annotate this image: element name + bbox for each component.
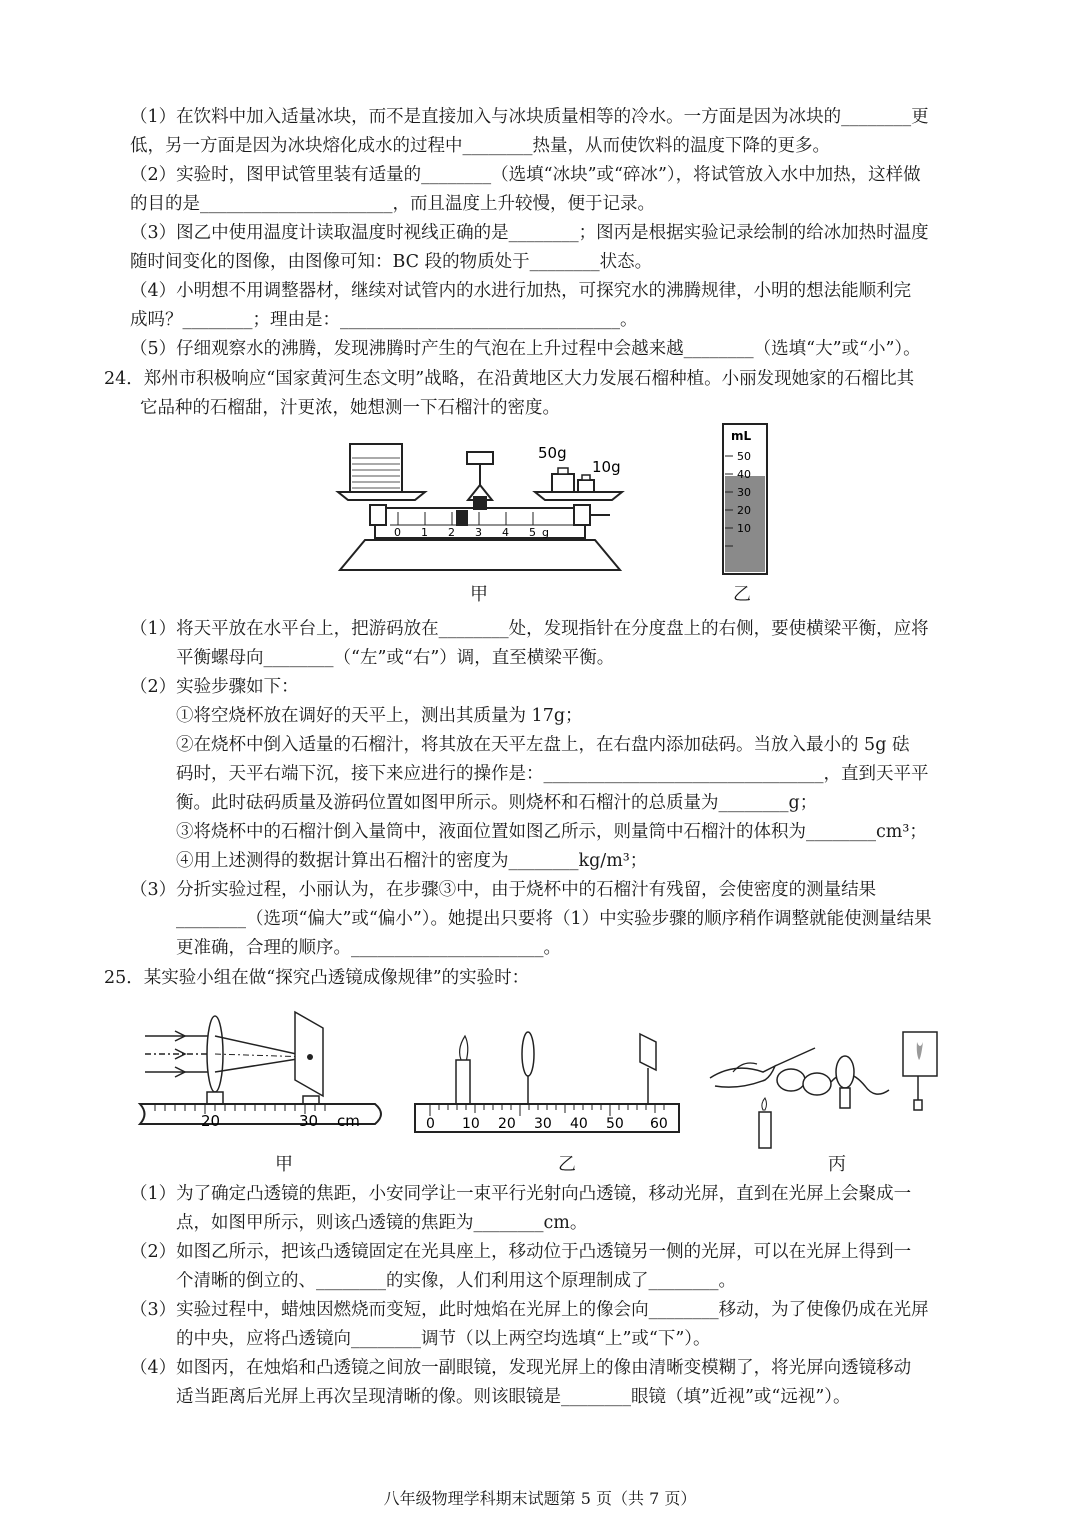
q25-p2-line2: 个清晰的倒立的、________的实像，人们利用这个原理制成了________。 [176,1271,736,1291]
q24-p3-line2: ________（选项“偏大”或“偏小”）。她提出只要将（1）中实验步骤的顺序稍作调整就能使测量结果 [176,909,932,929]
q23-p5: （5）仔细观察水的沸腾，发现沸腾时产生的气泡在上升过程中会越来越________（选填“大”或“小”）。 [130,339,921,359]
fig25-caption-jia: 甲 [275,1154,293,1175]
glasses-figure [705,1020,955,1150]
q24-p1-line2: 平衡螺母向________（“左”或“右”）调，直至横梁平衡。 [176,648,615,668]
optical-bench-figure [410,1020,685,1135]
cylinder-tick-30: 30 [737,486,751,499]
ruler-label-3: 3 [475,526,482,539]
q23-p2-line2: 的目的是______________________，而且温度上升较慢，便于记录。 [130,194,655,214]
q24-step2-line3: 衡。此时砝码质量及游码位置如图甲所示。则烧杯和石榴汁的总质量为________g； [176,793,818,813]
fig25-caption-bing: 丙 [828,1154,846,1175]
bench-tick-30: 30 [534,1116,552,1132]
q23-p1-line2: 低，另一方面是因为冰块熔化成水的过程中________热量，从而使饮料的温度下降的更多。 [130,136,830,156]
q24-step1: ①将空烧杯放在调好的天平上，测出其质量为 17g； [176,706,583,726]
q24-step2-line1: ②在烧杯中倒入适量的石榴汁，将其放在天平左盘上，在右盘内添加砝码。当放入最小的 5g 砝 [176,735,910,755]
balance-figure [330,430,630,580]
q23-p3-line2: 随时间变化的图像，由图像可知：BC 段的物质处于________状态。 [130,252,653,272]
q24-step3: ③将烧杯中的石榴汁倒入量筒中，液面位置如图乙所示，则量筒中石榴汁的体积为________cm³； [176,822,927,842]
bench-tick-60: 60 [650,1116,668,1132]
q24-p1-line1: （1）将天平放在水平台上，把游码放在________处，发现指针在分度盘上的右侧，要使横梁平衡，应将 [130,619,929,639]
q24-step4: ④用上述测得的数据计算出石榴汁的密度为________kg/m³； [176,851,648,871]
fig-caption-yi: 乙 [733,584,751,605]
q23-p1-line1: （1）在饮料中加入适量冰块，而不是直接加入与冰块质量相等的冷水。一方面是因为冰块的________更 [130,107,929,127]
cylinder-tick-40: 40 [737,468,751,481]
q25-p4-line2: 适当距离后光屏上再次呈现清晰的像。则该眼镜是________眼镜（填”近视”或“远视”）。 [176,1387,851,1407]
focal-tick-20: 20 [201,1112,221,1130]
q24-stem-line1: 24．郑州市积极响应“国家黄河生态文明”战略，在沿黄地区大力发展石榴种植。小丽发现她家的石榴比其 [104,369,915,389]
focal-unit: cm [337,1112,360,1130]
q25-p4-line1: （4）如图丙，在烛焰和凸透镜之间放一副眼镜，发现光屏上的像由清晰变模糊了，将光屏向透镜移动 [130,1358,912,1378]
cylinder-tick-50: 50 [737,450,751,463]
fig25-caption-yi: 乙 [558,1154,576,1175]
ruler-label-4: 4 [502,526,509,539]
cylinder-tick-10: 10 [737,522,751,535]
q25-stem: 25．某实验小组在做“探究凸透镜成像规律”的实验时： [104,968,530,988]
q25-p3-line2: 的中央，应将凸透镜向________调节（以上两空均选填“上”或“下”）。 [176,1329,711,1349]
bench-tick-0: 0 [426,1116,435,1132]
q24-p2-title: （2）实验步骤如下： [130,677,299,697]
ruler-label-0: 0 [394,526,401,539]
cylinder-tick-20: 20 [737,504,751,517]
focal-tick-30: 30 [299,1112,319,1130]
cylinder-unit-label: mL [731,429,752,443]
bench-tick-20: 20 [498,1116,516,1132]
weight-50g-label: 50g [538,444,567,462]
weight-10g-label: 10g [592,458,621,476]
focal-length-figure [135,1010,395,1140]
page-footer: 八年级物理学科期末试题第 5 页（共 7 页） [383,1489,697,1508]
q23-p2-line1: （2）实验时，图甲试管里装有适量的________（选填“冰块”或“碎冰”），将试管放入水中加热，这样做 [130,165,921,185]
cylinder-figure [715,418,775,578]
q24-stem-line2: 它品种的石榴甜，汁更浓，她想测一下石榴汁的密度。 [140,398,560,418]
q23-p3-line1: （3）图乙中使用温度计读取温度时视线正确的是________；图丙是根据实验记录绘制的给冰加热时温度 [130,223,929,243]
q25-p2-line1: （2）如图乙所示，把该凸透镜固定在光具座上，移动位于凸透镜另一侧的光屏，可以在光屏上得到一 [130,1242,912,1262]
bench-tick-50: 50 [606,1116,624,1132]
q24-p3-line3: 更准确，合理的顺序。______________________。 [176,938,561,958]
q25-p3-line1: （3）实验过程中，蜡烛因燃烧而变短，此时烛焰在光屏上的像会向________移动，为了使像仍成在光屏 [130,1300,929,1320]
q24-p3-line1: （3）分折实验过程，小丽认为，在步骤③中，由于烧杯中的石榴汁有残留，会使密度的测量结果 [130,880,877,900]
ruler-label-1: 1 [421,526,428,539]
q24-step2-line2: 码时，天平右端下沉，接下来应进行的操作是：________________________________，直到天平平 [176,764,929,784]
bench-tick-40: 40 [570,1116,588,1132]
ruler-label-g: g [542,526,549,539]
q23-p4-line1: （4）小明想不用调整器材，继续对试管内的水进行加热，可探究水的沸腾规律，小明的想法能顺利完 [130,281,912,301]
q25-p1-line2: 点，如图甲所示，则该凸透镜的焦距为________cm。 [176,1213,588,1233]
q25-p1-line1: （1）为了确定凸透镜的焦距，小安同学让一束平行光射向凸透镜，移动光屏，直到在光屏上会聚成一 [130,1184,912,1204]
q23-p4-line2: 成吗？________；理由是：________________________________。 [130,310,638,330]
bench-tick-10: 10 [462,1116,480,1132]
ruler-label-5: 5 [529,526,536,539]
ruler-label-2: 2 [448,526,455,539]
fig-caption-jia: 甲 [470,584,488,605]
